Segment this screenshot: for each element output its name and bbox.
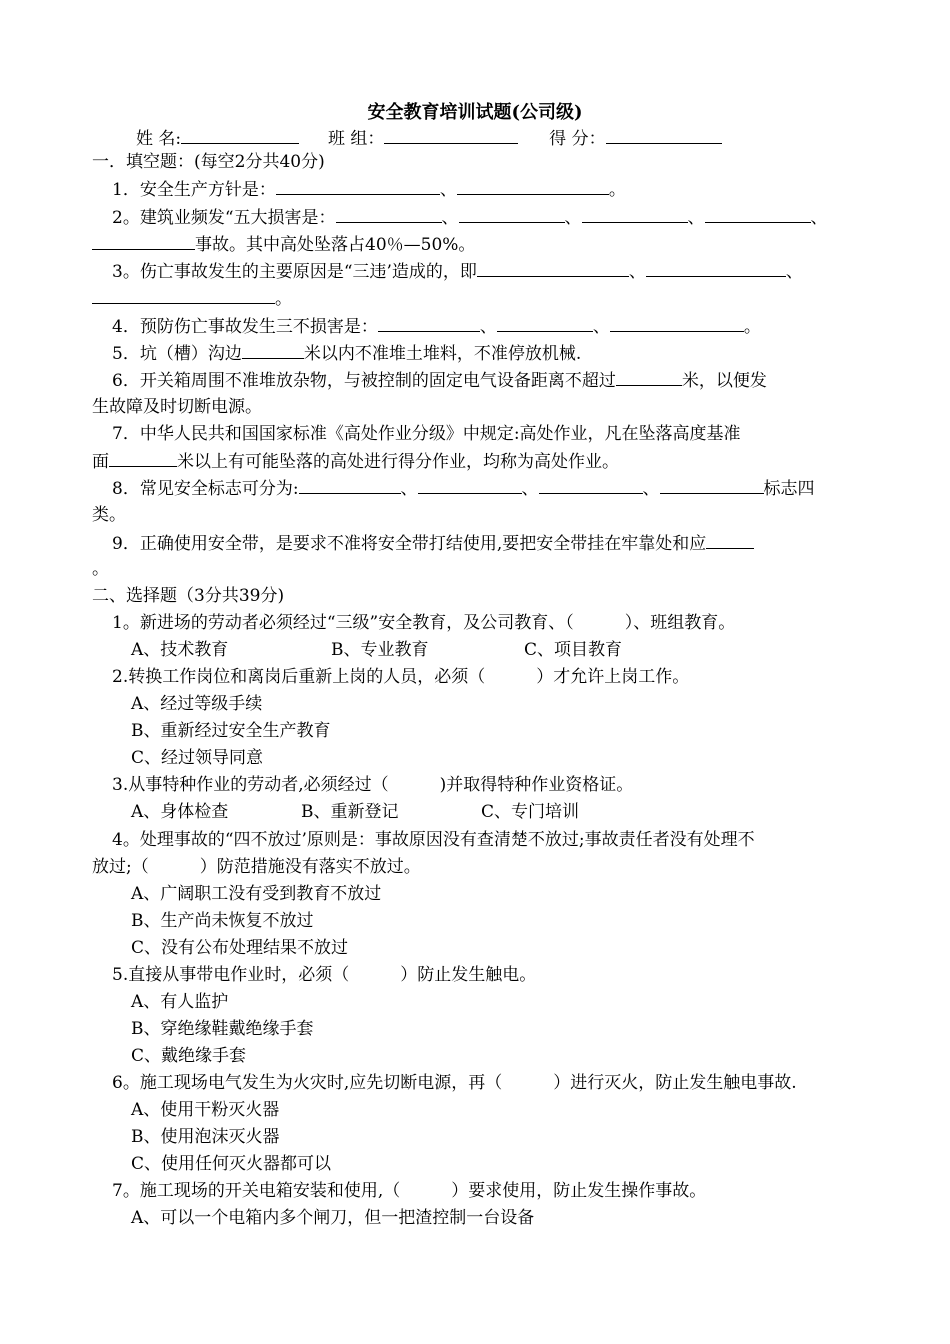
answer-blank[interactable]	[660, 476, 764, 494]
answer-blank[interactable]	[459, 205, 565, 223]
class-blank[interactable]	[384, 126, 518, 144]
answer-blank[interactable]	[477, 259, 629, 277]
option-a[interactable]: A、可以一个电箱内多个闸刀，但一把渣控制一台设备	[131, 1208, 535, 1228]
answer-blank[interactable]	[706, 531, 754, 549]
page-title: 安全教育培训试题(公司级)	[367, 102, 583, 123]
answer-blank[interactable]	[242, 341, 304, 359]
fill-question-2: 2。建筑业频发“五大损害是： 、 、 、 、	[112, 205, 828, 230]
choice-question-7-stem: 7。施工现场的开关电箱安装和使用,（ ）要求使用，防止发生操作事故。	[112, 1181, 707, 1201]
choice-question-5-stem: 5.直接从事带电作业时，必须（ ）防止发生触电。	[112, 965, 537, 985]
option-a[interactable]: A、经过等级手续	[131, 694, 263, 714]
option-b[interactable]: B、穿绝缘鞋戴绝缘手套	[131, 1019, 314, 1039]
option-b[interactable]: B、重新登记	[301, 802, 399, 822]
score-label: 得 分：	[549, 129, 606, 149]
option-a[interactable]: A、身体检查	[131, 802, 229, 822]
option-c[interactable]: C、没有公布处理结果不放过	[131, 938, 349, 958]
answer-blank[interactable]	[457, 177, 609, 195]
name-label: 姓 名:	[136, 129, 182, 149]
answer-blank[interactable]	[92, 232, 195, 250]
option-c[interactable]: C、项目教育	[524, 640, 623, 660]
choice-question-4-stem: 4。处理事故的“四不放过’原则是：事故原因没有查清楚不放过;事故责任者没有处理不	[112, 830, 755, 850]
option-a[interactable]: A、有人监护	[131, 992, 229, 1012]
option-b[interactable]: B、使用泡沫灭火器	[131, 1127, 280, 1147]
fill-question-3-line2: 。	[92, 286, 292, 311]
choice-question-1-options	[131, 638, 622, 662]
fill-question-4: 4．预防伤亡事故发生三不损害是： 、 、 。	[112, 314, 761, 339]
answer-blank[interactable]	[92, 286, 275, 304]
option-b[interactable]: B、生产尚未恢复不放过	[131, 911, 314, 931]
answer-blank[interactable]	[582, 205, 688, 223]
choice-question-4-stem-line2: 放过;（ ）防范措施没有落实不放过。	[92, 857, 421, 877]
answer-blank[interactable]	[705, 205, 811, 223]
fill-question-7-line2: 面 米以上有可能坠落的高处进行得分作业，均称为高处作业。	[92, 449, 619, 474]
option-b[interactable]: B、重新经过安全生产教育	[131, 721, 331, 741]
fill-question-8: 8．常见安全标志可分为: 、 、 、 标志四	[112, 476, 815, 501]
fill-question-3: 3。伤亡事故发生的主要原因是“三违’造成的，即 、 、	[112, 259, 803, 284]
answer-blank[interactable]	[336, 205, 442, 223]
answer-blank[interactable]	[497, 314, 593, 332]
answer-blank[interactable]	[616, 368, 682, 386]
fill-question-6-line2: 生故障及时切断电源。	[92, 397, 262, 417]
answer-blank[interactable]	[276, 177, 440, 195]
section1-heading: 一．填空题：(每空2分共40分)	[92, 152, 325, 172]
answer-blank[interactable]	[109, 449, 177, 467]
fill-question-9: 9．正确使用安全带，是要求不准将安全带打结使用,要把安全带挂在牢靠处和应	[112, 531, 754, 556]
option-a[interactable]: A、技术教育	[131, 640, 229, 660]
choice-question-3-options	[131, 800, 579, 824]
answer-blank[interactable]	[646, 259, 786, 277]
answer-blank[interactable]	[299, 476, 401, 494]
choice-question-2-stem: 2.转换工作岗位和离岗后重新上岗的人员，必须（ ）才允许上岗工作。	[112, 667, 690, 687]
header-row	[136, 126, 722, 151]
answer-blank[interactable]	[378, 314, 480, 332]
fill-question-1: 1．安全生产方针是： 、 。	[112, 177, 626, 202]
answer-blank[interactable]	[610, 314, 744, 332]
section2-heading: 二、选择题（3分共39分)	[92, 586, 285, 606]
answer-blank[interactable]	[539, 476, 643, 494]
name-blank[interactable]	[181, 126, 299, 144]
option-c[interactable]: C、专门培训	[481, 802, 580, 822]
option-c[interactable]: C、经过领导同意	[131, 748, 264, 768]
fill-question-2-line2: 事故。其中高处坠落占40％—50%。	[92, 232, 475, 257]
score-blank[interactable]	[606, 126, 722, 144]
choice-question-1-stem: 1。新进场的劳动者必须经过“三级”安全教育，及公司教育、（ ）、班组教育。	[112, 613, 736, 633]
option-a[interactable]: A、使用干粉灭火器	[131, 1100, 280, 1120]
option-a[interactable]: A、广阔职工没有受到教育不放过	[131, 884, 382, 904]
choice-question-6-stem: 6。施工现场电气发生为火灾时,应先切断电源，再（ ）进行灭火，防止发生触电事故.	[112, 1073, 797, 1093]
fill-question-6: 6．开关箱周围不准堆放杂物，与被控制的固定电气设备距离不超过 米，以便发	[112, 368, 767, 393]
fill-question-9-line2: 。	[92, 559, 109, 579]
class-label: 班 组：	[327, 129, 385, 149]
choice-question-3-stem: 3.从事特种作业的劳动者,必须经过（ )并取得特种作业资格证。	[112, 775, 634, 795]
fill-question-7: 7．中华人民共和国国家标准《高处作业分级》中规定:高处作业，凡在坠落高度基准	[112, 424, 741, 444]
option-c[interactable]: C、戴绝缘手套	[131, 1046, 247, 1066]
fill-question-8-line2: 类。	[92, 505, 126, 525]
answer-blank[interactable]	[418, 476, 522, 494]
option-c[interactable]: C、使用任何灭火器都可以	[131, 1154, 332, 1174]
option-b[interactable]: B、专业教育	[331, 640, 429, 660]
fill-question-5: 5．坑（槽）沟边 米以内不准堆土堆料，不准停放机械.	[112, 341, 581, 366]
